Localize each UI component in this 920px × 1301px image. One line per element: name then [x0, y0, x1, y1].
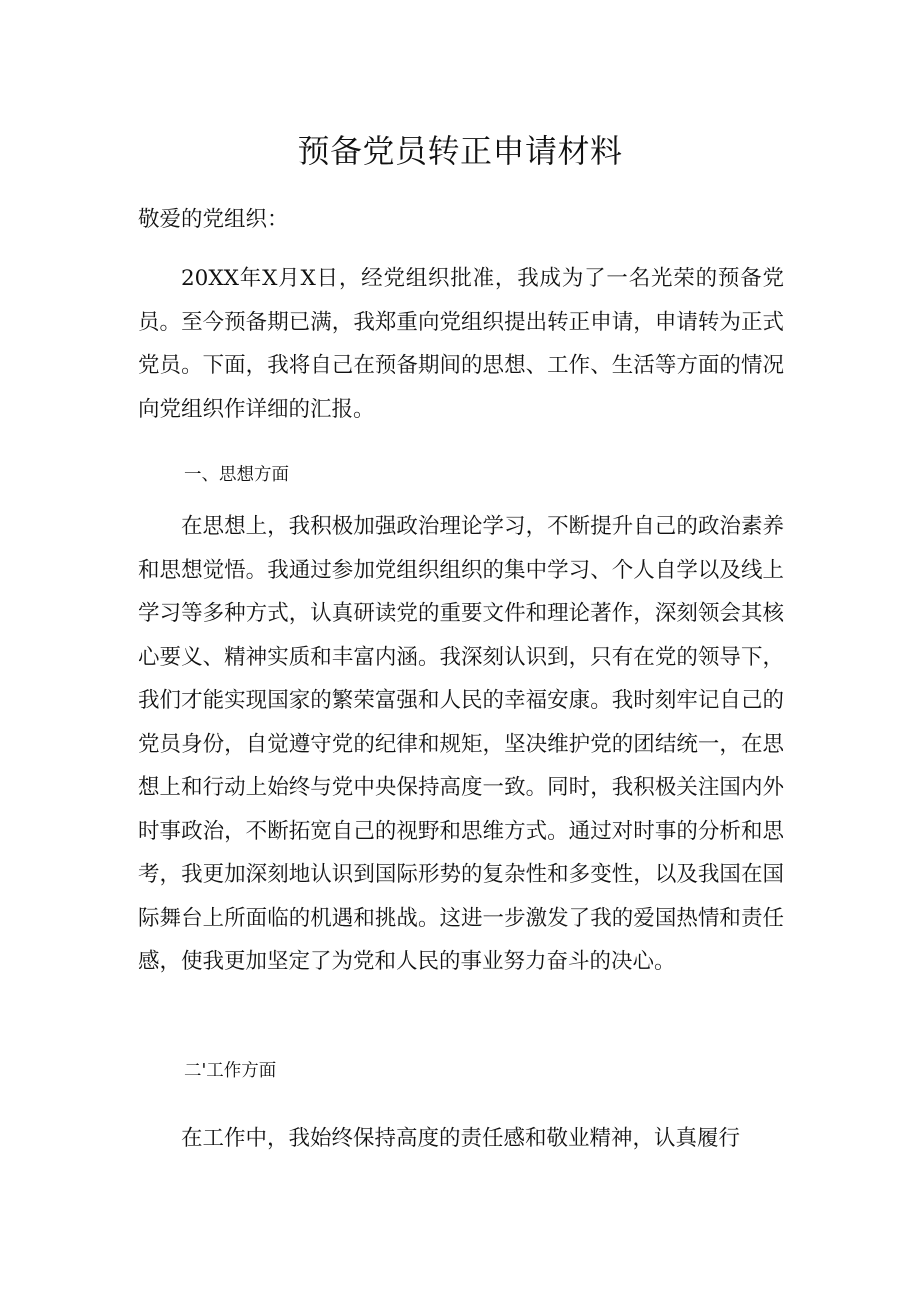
section-heading-thought: 一、思想方面 — [184, 465, 289, 485]
salutation: 敬爱的党组织： — [138, 207, 289, 232]
section-heading-work: 二'工作方面 — [184, 1061, 277, 1081]
document-title: 预备党员转正申请材料 — [297, 132, 623, 170]
section-body-work: 在工作中，我始终保持高度的责任感和敬业精神，认真履行 — [181, 1126, 741, 1151]
intro-paragraph: 20XX年X月X日，经党组织批准，我成为了一名光荣的预备党员。至今预备期已满，我郑重向党组织提出转正申请，申请转为正式党员。下面，我将自己在预备期间的思想、工作、生活等方面的情况向党组织作详细的汇报。 — [138, 266, 784, 422]
section-body-thought: 在思想上，我积极加强政治理论学习，不断提升自己的政治素养和思想觉悟。我通过参加党组织组织的集中学习、个人自学以及线上学习等多种方式，认真研读党的重要文件和理论著作，深刻领会其核心要义、精神实质和丰富内涵。我深刻认识到，只有在党的领导下，我们才能实现国家的繁荣富强和人民的幸福安康。我时刻牢记自己的党员身份，自觉遵守党的纪律和规矩，坚决维护党的团结统一，在思想上和行动上始终与党中央保持高度一致。同时，我积极关注国内外时事政治，不断拓宽自己的视野和思维方式。通过对时事的分析和思考，我更加深刻地认识到国际形势的复杂性和多变性，以及我国在国际舞台上所面临的机遇和挑战。这进一步激发了我的爱国热情和责任感，使我更加坚定了为党和人民的事业努力奋斗的决心。 — [138, 514, 784, 974]
